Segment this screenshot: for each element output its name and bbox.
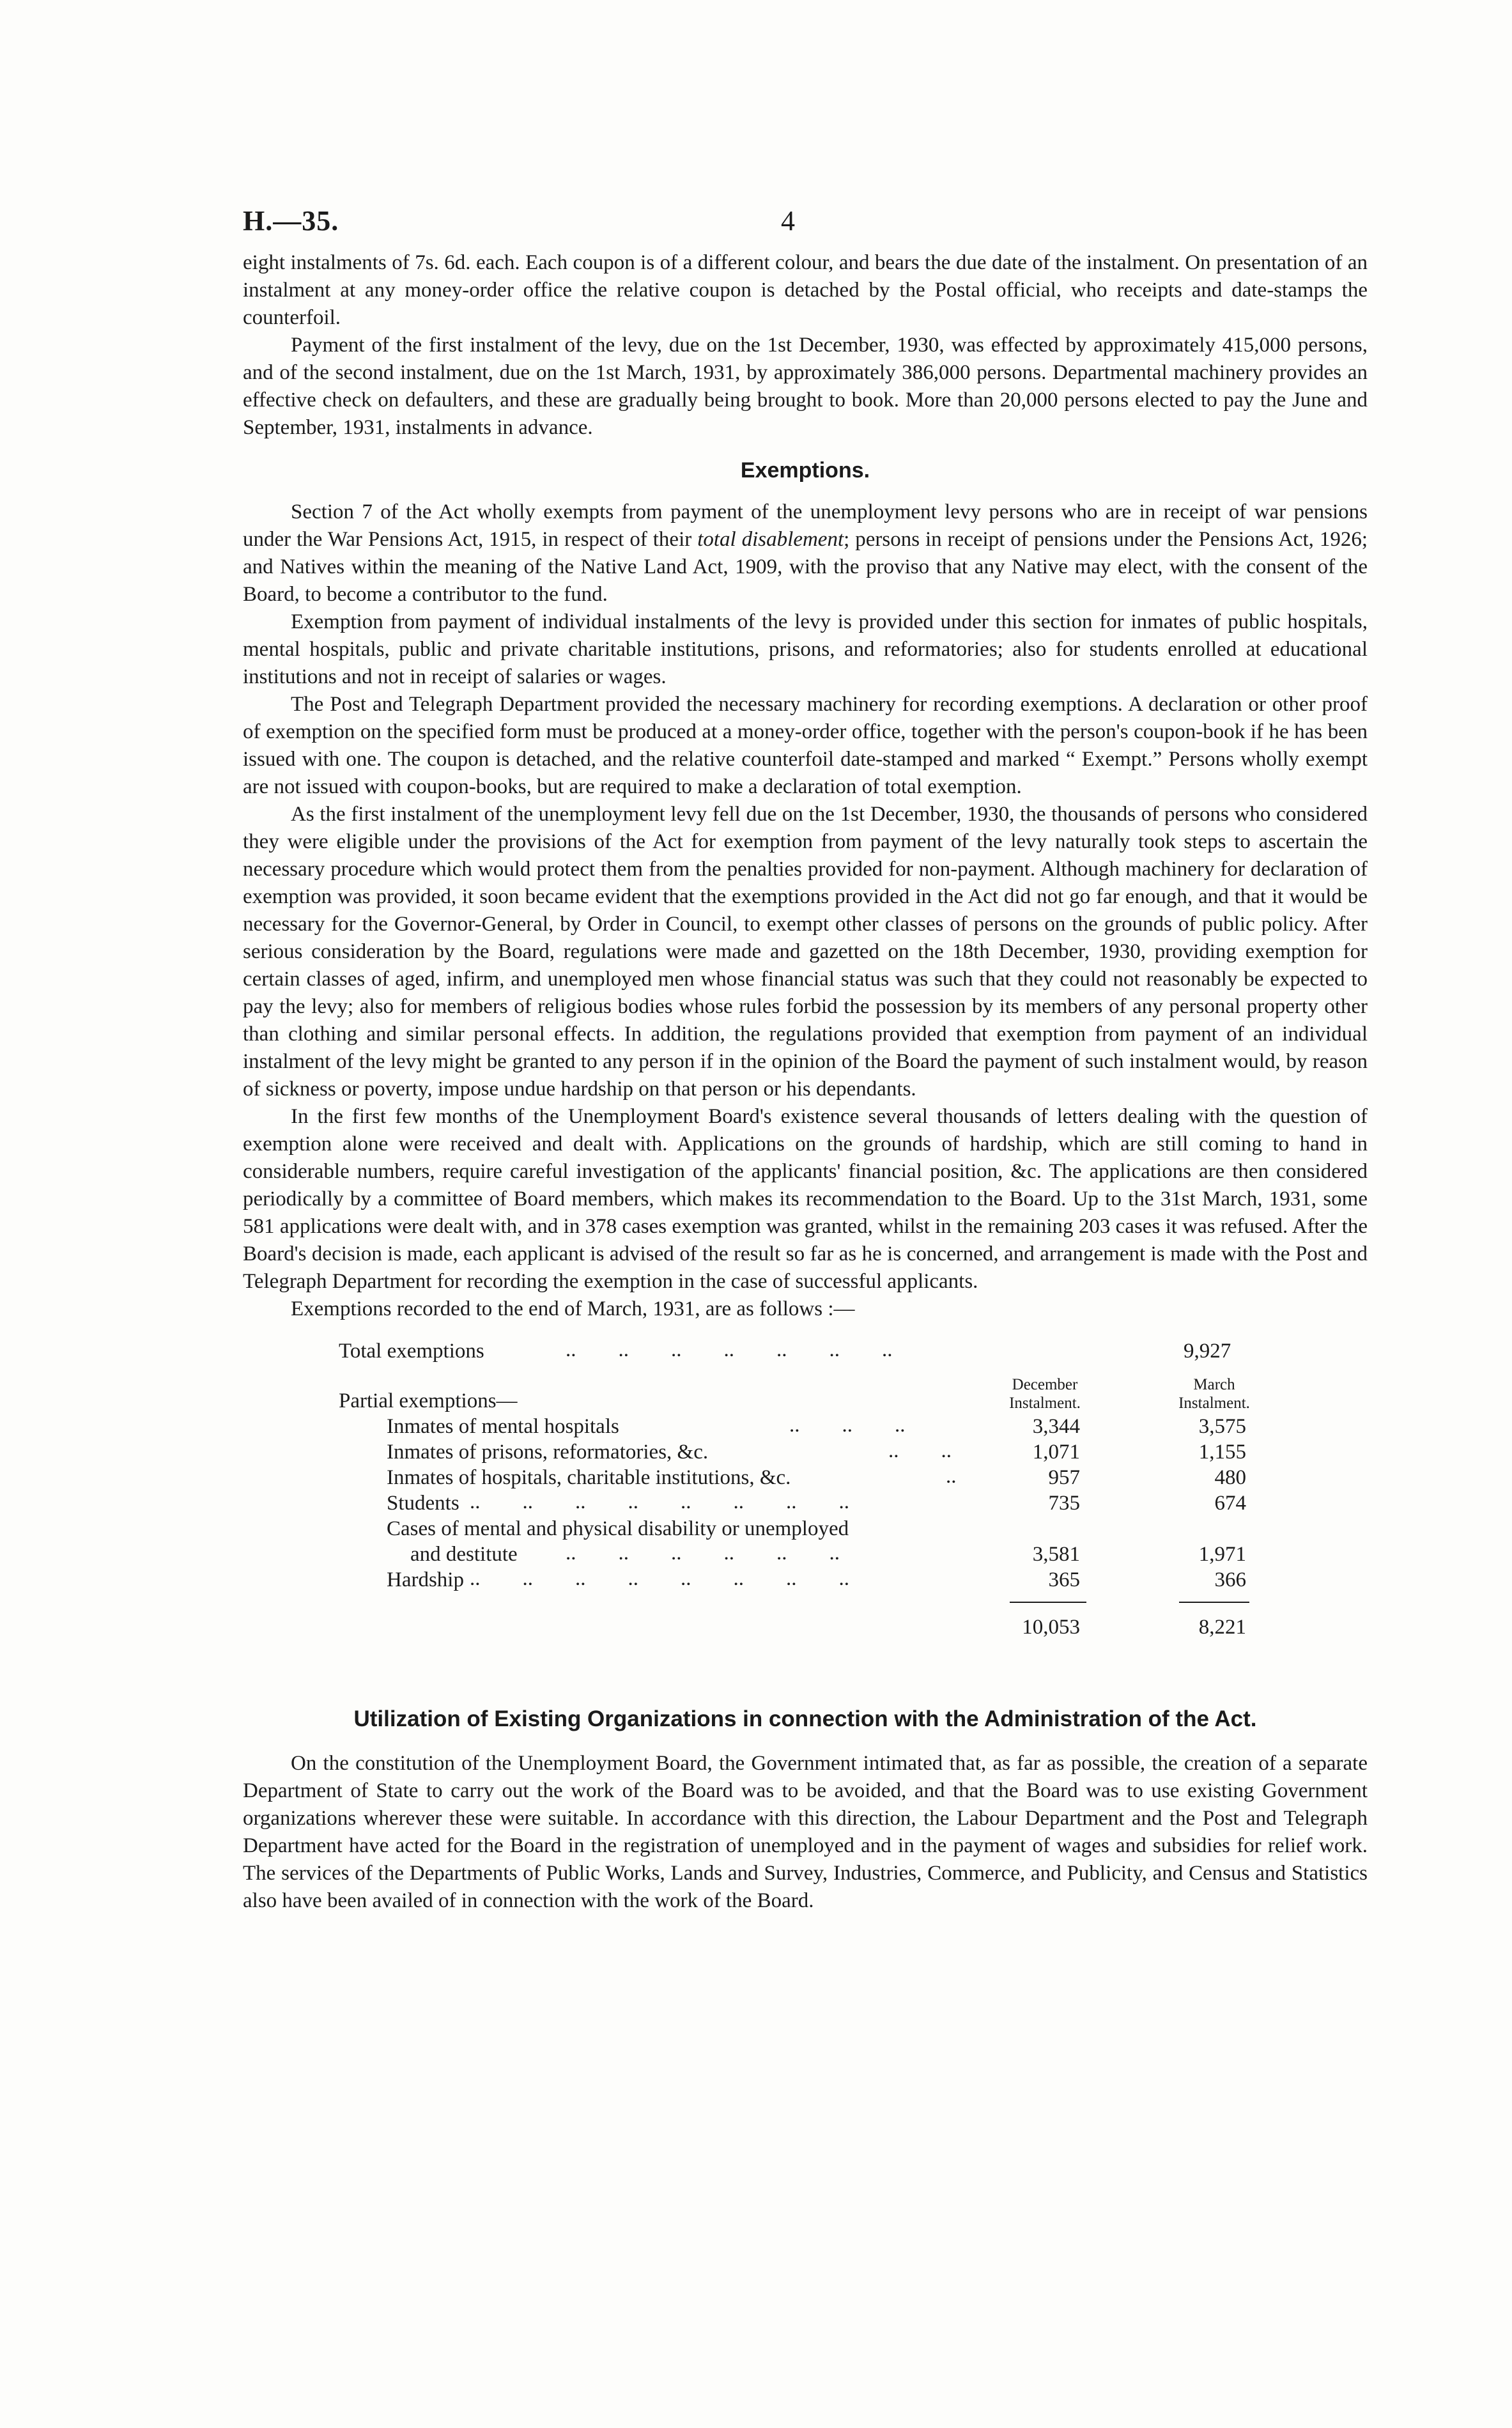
december-total-rule — [1010, 1602, 1086, 1603]
table-cell-december: 365 — [1048, 1568, 1080, 1591]
exemptions-table — [243, 1332, 1368, 1677]
december-total: 10,053 — [1022, 1616, 1080, 1639]
page-header — [243, 192, 1368, 249]
column-header-march-line2: Instalment. — [1178, 1395, 1250, 1412]
exemptions-paragraph-2: Exemption from payment of individual instalments of the levy is provided under this section for inmates of public hospitals, mental hospitals, public and private charitable institutions, prisons, and reformatories; also for students enrolled at educational institutions and not in receipt of salaries or wages. — [243, 610, 1368, 688]
leader-dots: .. .. .. .. .. .. .. .. — [470, 1567, 849, 1590]
exemptions-paragraph-3: The Post and Telegraph Department provided the necessary machinery for recording exemptions. A declaration or other proof of exemption on the specified form must be produced at a money-order office, together with the person's coupon-book if he has been issued with one. The coupon is detached, and the relative counterfoil date-stamped and marked “ Exempt.” Persons wholly exempt are not issued with coupon-books, but are required to make a declaration of total exemption. — [243, 693, 1368, 798]
leader-dots: .. — [946, 1465, 957, 1488]
column-header-december — [984, 1375, 1106, 1412]
table-cell-december: 3,581 — [1032, 1543, 1080, 1566]
exemptions-paragraph-1-italic: total disablement — [697, 528, 844, 551]
table-cell-december: 735 — [1048, 1492, 1080, 1515]
table-cell-march: 1,155 — [1198, 1441, 1246, 1464]
exemptions-table-intro: Exemptions recorded to the end of March, 1931, are as follows :— — [291, 1297, 855, 1320]
march-total-rule — [1179, 1602, 1249, 1603]
exemptions-paragraph-5: In the first few months of the Unemployment Board's existence several thousands of letters dealing with the question of exemption alone were received and dealt with. Applications on the grounds of hardship, which are still coming to hand in considerable numbers, require careful investigation of the applicants' financial position, &c. The applications are then considered periodically by a committee of Board members, which makes its recommendation to the Board. Up to the 31st March, 1931, some 581 applications were dealt with, and in 378 cases exemption was granted, whilst in the remaining 203 cases it was refused. After the Board's decision is made, each applicant is advised of the result so far as he is concerned, and arrangement is made with the Post and Telegraph Department for recording the exemption in the case of successful applicants. — [243, 1105, 1368, 1293]
utilization-paragraph: On the constitution of the Unemployment Board, the Government intimated that, as far as possible, the creation of a separate Department of State to carry out the work of the Board was to be avoided, and that the Board was to use existing Government organizations wherever these were suitable. In accordance with this direction, the Labour Department and the Post and Telegraph Department have acted for the Board in the registration of unemployed and in the payment of wages and subsidies for relief work. The services of the Departments of Public Works, Lands and Survey, Industries, Commerce, and Publicity, and Census and Statistics also have been availed of in connection with the work of the Board. — [243, 1752, 1368, 1912]
leader-dots: .. .. .. .. .. .. — [566, 1542, 840, 1565]
table-cell-march: 674 — [1214, 1492, 1246, 1515]
leader-dots: .. .. — [888, 1439, 952, 1462]
total-exemptions-label: Total exemptions — [339, 1340, 484, 1363]
leader-dots: .. .. .. .. .. .. .. — [566, 1338, 893, 1361]
table-row-label-continued: and destitute — [410, 1543, 518, 1566]
table-row-label: Inmates of hospitals, charitable institutions, &c. — [387, 1466, 791, 1489]
table-cell-march: 1,971 — [1198, 1543, 1246, 1566]
leader-dots: .. .. .. .. .. .. .. .. — [470, 1490, 849, 1513]
table-cell-december: 1,071 — [1032, 1441, 1080, 1464]
table-row-label: Inmates of mental hospitals — [387, 1415, 619, 1438]
utilization-heading: Utilization of Existing Organizations in connection with the Administration of the Act. — [353, 1706, 1257, 1731]
exemptions-paragraph-1-text: Section 7 of the Act wholly exempts from payment of the unemployment levy persons who are in receipt of war pensions under the War Pensions Act, 1915, in respect of their — [243, 500, 1368, 551]
table-cell-march: 366 — [1214, 1568, 1246, 1591]
exemptions-paragraph-1-text-end: ; persons in receipt of pensions under the Pensions Act, 1926; and Natives within the meaning of the Native Land Act, 1909, with the proviso that any Native may elect, with the consent of the Board, to become a contributor to the fund. — [243, 528, 1368, 606]
table-cell-december: 3,344 — [1032, 1415, 1080, 1438]
table-cell-december: 957 — [1048, 1466, 1080, 1489]
intro-paragraph-2: Payment of the first instalment of the levy, due on the 1st December, 1930, was effected by approximately 415,000 persons, and of the second instalment, due on the 1st March, 1931, by approximately 386,000 persons. Departmental machinery provides an effective check on defaulters, and these are gradually being brought to book. More than 20,000 persons elected to pay the June and September, 1931, instalments in advance. — [243, 334, 1368, 439]
page-number: 4 — [781, 205, 795, 236]
table-cell-march: 3,575 — [1198, 1415, 1246, 1438]
column-header-december-line2: Instalment. — [1009, 1395, 1081, 1412]
column-header-march — [1153, 1375, 1275, 1412]
column-header-march-line1: March — [1193, 1376, 1235, 1393]
march-total: 8,221 — [1198, 1616, 1246, 1639]
exemptions-paragraph-4: As the first instalment of the unemployment levy fell due on the 1st December, 1930, the thousands of persons who considered they were eligible under the provisions of the Act for exemption from payment of the levy naturally took steps to ascertain the necessary procedure which would protect them from the penalties provided for non-payment. Although machinery for declaration of exemption was provided, it soon became evident that the exemptions provided in the Act did not go far enough, and that it would be necessary for the Governor-General, by Order in Council, to exempt other classes of persons on the grounds of public policy. After serious consideration by the Board, regulations were made and gazetted on the 18th December, 1930, providing exemption for certain classes of aged, infirm, and unemployed men whose financial status was such that they could not reasonably be expected to pay the levy; also for members of religious bodies whose rules forbid the possession by its members of any personal property other than clothing and similar personal effects. In addition, the regulations provided that exemption from payment of an individual instalment of the levy might be granted to any person if in the opinion of the Board the payment of such instalment would, by reason of sickness or poverty, impose undue hardship on that person or his dependants. — [243, 803, 1368, 1101]
exemptions-heading: Exemptions. — [740, 458, 870, 483]
intro-paragraph-1: eight instalments of 7s. 6d. each. Each coupon is of a different colour, and bears the due date of the instalment. On presentation of an instalment at any money-order office the relative coupon is detached by the Postal official, who receipts and date-stamps the counterfoil. — [243, 251, 1368, 329]
leader-dots: .. .. .. — [789, 1414, 906, 1437]
total-exemptions-value: 9,927 — [1184, 1340, 1231, 1363]
table-row-label: Students — [387, 1492, 459, 1515]
partial-exemptions-label: Partial exemptions— — [339, 1389, 518, 1412]
table-cell-march: 480 — [1214, 1466, 1246, 1489]
table-row-label: Hardship — [387, 1568, 464, 1591]
document-page — [243, 192, 1368, 1915]
document-reference: H.—35. — [243, 205, 339, 236]
table-row-label: Cases of mental and physical disability or unemployed — [387, 1517, 849, 1540]
column-header-december-line1: December — [1012, 1376, 1078, 1393]
table-row-label: Inmates of prisons, reformatories, &c. — [387, 1441, 709, 1464]
exemptions-paragraph-1 — [243, 499, 1368, 608]
